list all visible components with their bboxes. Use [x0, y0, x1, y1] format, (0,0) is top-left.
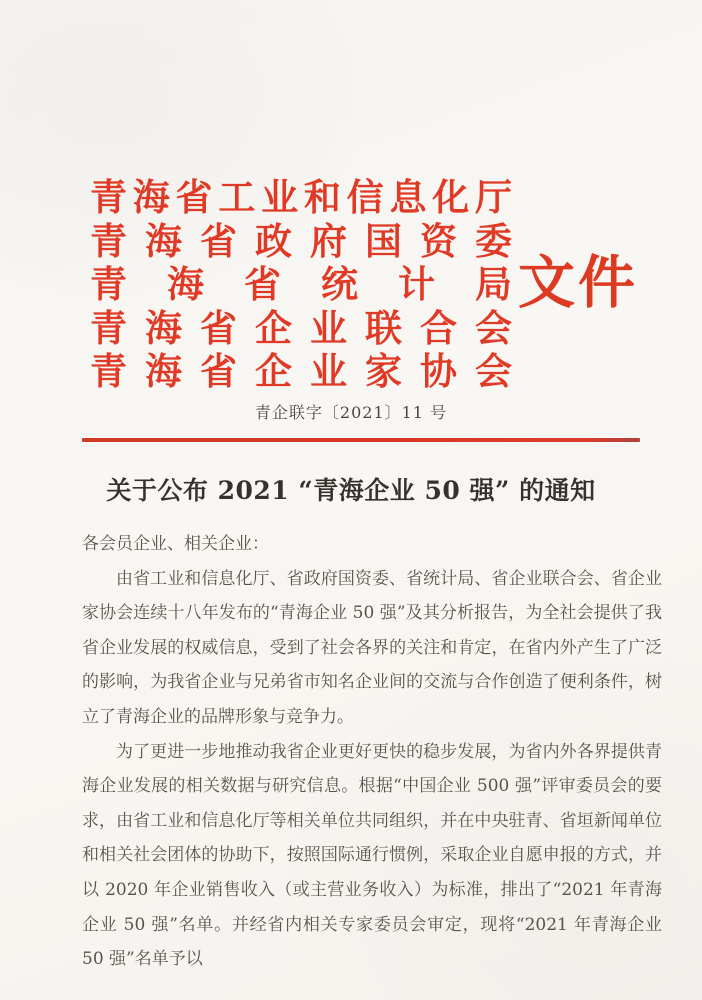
- letterhead-agency-line: 青海省政府国资委: [90, 218, 512, 263]
- body-paragraph: 由省工业和信息化厅、省政府国资委、省统计局、省企业联合会、省企业家协会连续十八年发布的“青海企业 50 强”及其分析报告，为全社会提供了我省企业发展的权威信息，受到了社会各界的关注和肯定，在省内外产生了广泛的影响，为我省企业与兄弟省市知名企业间的交流与合作创造了便利条件，树立了青海企业的品牌形象与竞争力。: [82, 568, 662, 727]
- document-title: 关于公布 2021 “青海企业 50 强” 的通知: [106, 476, 596, 505]
- letterhead-document-label: 文件: [518, 249, 638, 316]
- letterhead-agency-list: [90, 176, 512, 394]
- document-body: [82, 527, 662, 977]
- letterhead-agency-line: 青海省企业联合会: [90, 305, 512, 350]
- document-reference-number: 青企联字〔2021〕11 号: [254, 403, 448, 422]
- body-paragraph: 为了更进一步地推动我省企业更好更快的稳步发展，为省内外各界提供青海企业发展的相关数据与研究信息。根据“中国企业 500 强”评审委员会的要求，由省工业和信息化厅等相关单位共同组织，并在中央驻青、省垣新闻单位和相关社会团体的协助下，按照国际通行惯例，采取企业自愿申报的方式，并以 2020 年企业销售收入（或主营业务收入）为标准，排出了“2021 年青海企业 50 强”名单。并经省内相关专家委员会审定，现将“2021 年青海企业 50 强”名单予以: [82, 741, 662, 970]
- letterhead-agency-line: 青海省统计局: [90, 262, 512, 306]
- letterhead-agency-line: 青海省工业和信息化厅: [90, 175, 512, 219]
- salutation-line: 各会员企业、相关企业：: [82, 534, 269, 554]
- letterhead-agency-line: 青海省企业家协会: [90, 349, 512, 393]
- letterhead-divider-rule: [82, 438, 640, 442]
